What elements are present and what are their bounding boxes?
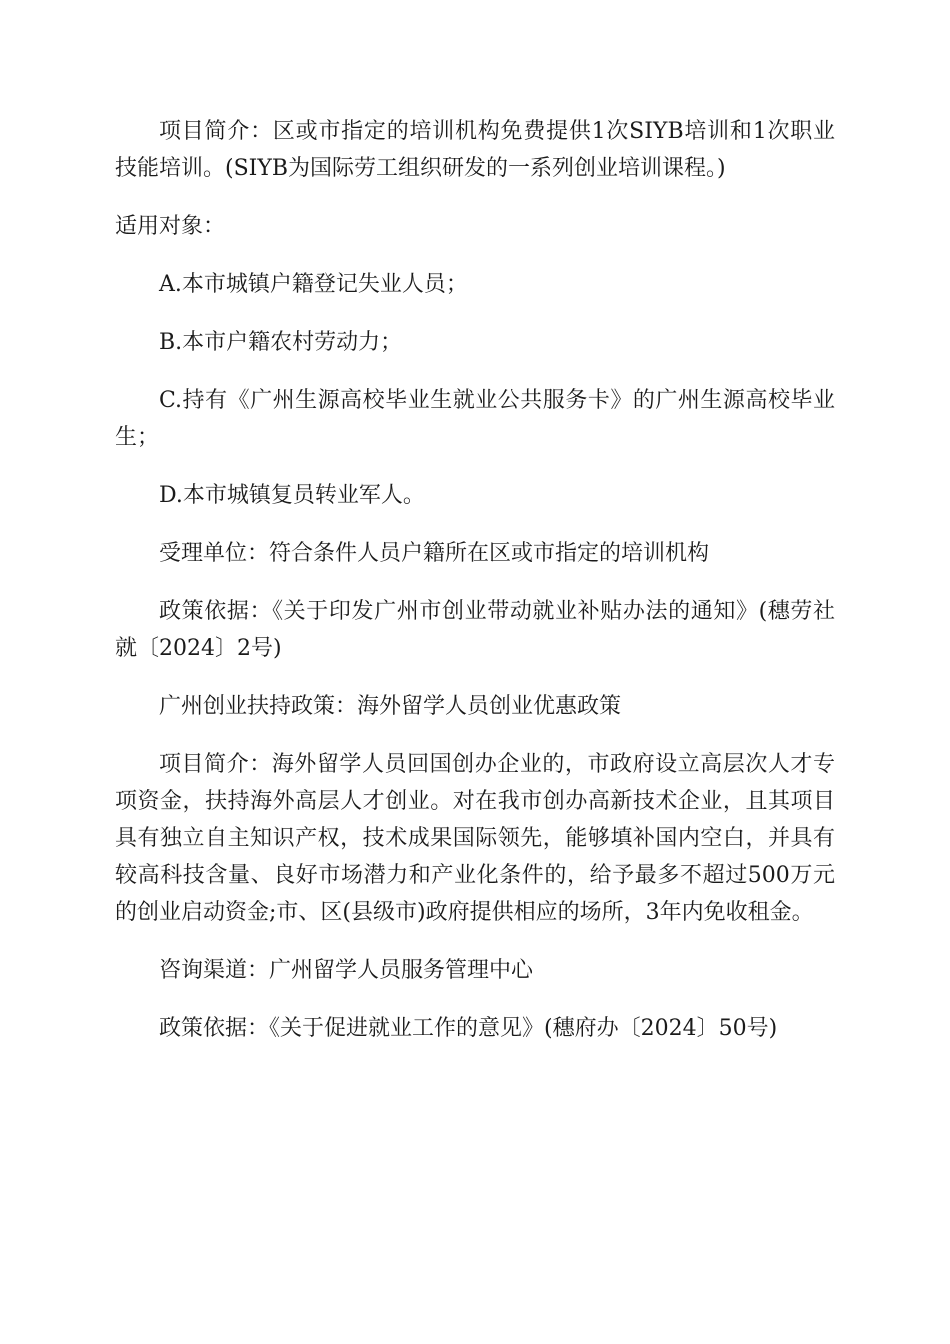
consult-channel: 咨询渠道：广州留学人员服务管理中心 bbox=[159, 958, 534, 983]
accepting-unit: 受理单位：符合条件人员户籍所在区或市指定的培训机构 bbox=[159, 541, 710, 566]
section-heading-overseas: 广州创业扶持政策：海外留学人员创业优惠政策 bbox=[159, 694, 622, 719]
policy-basis-2: 政策依据：《关于促进就业工作的意见》(穗府办〔2024〕50号) bbox=[159, 1016, 778, 1041]
document-body bbox=[115, 113, 835, 1047]
eligible-item-d: D.本市城镇复员转业军人。 bbox=[159, 483, 425, 508]
project-intro-overseas: 项目简介：海外留学人员回国创办企业的，市政府设立高层次人才专项资金，扶持海外高层人才创业。对在我市创办高新技术企业，且其项目具有独立自主知识产权，技术成果国际领先，能够填补国内空白，并具有较高科技含量、良好市场潜力和产业化条件的，给予最多不超过500万元的创业启动资金;市、区(县级市)政府提供相应的场所，3年内免收租金。 bbox=[115, 752, 835, 925]
eligible-item-c: C.持有《广州生源高校毕业生就业公共服务卡》的广州生源高校毕业生； bbox=[115, 388, 835, 450]
eligible-heading: 适用对象： bbox=[115, 214, 226, 239]
project-intro-siyb: 项目简介：区或市指定的培训机构免费提供1次SIYB培训和1次职业技能培训。(SIYB为国际劳工组织研发的一系列创业培训课程。) bbox=[115, 119, 835, 181]
eligible-item-b: B.本市户籍农村劳动力； bbox=[159, 330, 403, 355]
eligible-item-a: A.本市城镇户籍登记失业人员； bbox=[159, 272, 468, 297]
policy-basis-1: 政策依据：《关于印发广州市创业带动就业补贴办法的通知》(穗劳社就〔2024〕2号) bbox=[115, 599, 835, 661]
